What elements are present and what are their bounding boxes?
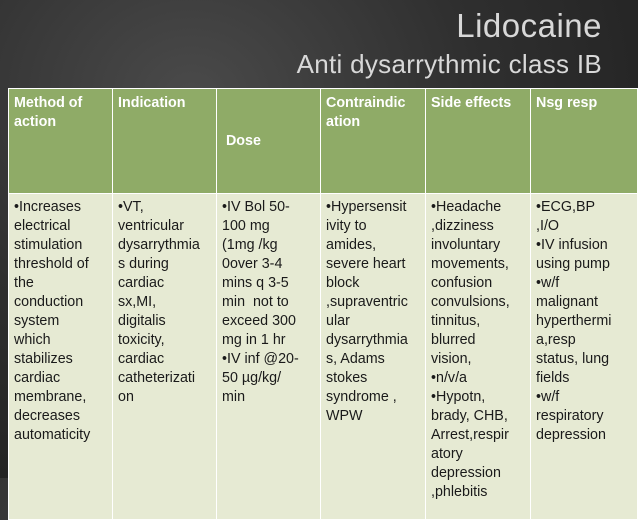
- cell-line: cardiac: [14, 370, 61, 386]
- cell-line: ,I/O: [536, 218, 560, 234]
- cell-line: •IV inf @20-: [222, 351, 299, 367]
- cell-line: brady, CHB,: [431, 408, 508, 424]
- slide-title: Lidocaine: [456, 7, 602, 44]
- cell-line: 0over 3-4: [222, 256, 283, 272]
- cell-line: malignant: [536, 294, 598, 310]
- cell-line: mg in 1 hr: [222, 332, 286, 348]
- header-contraindication: [321, 89, 426, 194]
- cell-line: using pump: [536, 256, 610, 272]
- header-line: Method of: [14, 95, 83, 111]
- cell-line: electrical: [14, 218, 71, 234]
- cell-line: ,phlebitis: [431, 484, 488, 500]
- cell-line: conduction: [14, 294, 84, 310]
- cell-line: cardiac: [118, 351, 165, 367]
- cell-line: 100 mg: [222, 218, 270, 234]
- cell-line: •n/v/a: [431, 370, 468, 386]
- cell-line: •Hypersensit: [326, 199, 407, 215]
- cell-line: decreases: [14, 408, 80, 424]
- header-method-of-action: [9, 89, 113, 194]
- cell-line: s during: [118, 256, 169, 272]
- header-line: Contraindic: [326, 95, 406, 111]
- cell-line: fields: [536, 370, 570, 386]
- cell-line: WPW: [326, 408, 363, 424]
- cell-line: a,resp: [536, 332, 576, 348]
- cell-line: involuntary: [431, 237, 501, 253]
- cell-line: min not to: [222, 294, 289, 310]
- cell-line: depression: [431, 465, 501, 481]
- cell-line: •ECG,BP: [536, 199, 596, 215]
- cell-line: vision,: [431, 351, 472, 367]
- cell-line: (1mg /kg: [222, 237, 278, 253]
- cell-line: toxicity,: [118, 332, 165, 348]
- cell-line: severe heart: [326, 256, 406, 272]
- cell-line: •IV infusion: [536, 237, 608, 253]
- cell-line: status, lung: [536, 351, 610, 367]
- cell-method-of-action: [9, 194, 113, 520]
- cell-contraindication: [321, 194, 426, 520]
- header-line: action: [14, 114, 57, 130]
- cell-line: ,dizziness: [431, 218, 494, 234]
- cell-line: membrane,: [14, 389, 87, 405]
- cell-line: which: [14, 332, 51, 348]
- cell-line: confusion: [431, 275, 493, 291]
- cell-line: hyperthermi: [536, 313, 612, 329]
- cell-line: blurred: [431, 332, 476, 348]
- header-side-effects: [426, 89, 531, 194]
- cell-line: exceed 300: [222, 313, 296, 329]
- cell-line: tinnitus,: [431, 313, 481, 329]
- cell-dose: [217, 194, 321, 520]
- cell-line: Arrest,respir: [431, 427, 509, 443]
- cell-line: amides,: [326, 237, 377, 253]
- cell-line: sx,MI,: [118, 294, 157, 310]
- cell-line: dysarrythmia: [326, 332, 408, 348]
- cell-line: •Headache: [431, 199, 502, 215]
- cell-line: system: [14, 313, 60, 329]
- cell-line: convulsions,: [431, 294, 510, 310]
- cell-line: catheterizati: [118, 370, 196, 386]
- cell-line: depression: [536, 427, 606, 443]
- header-line: Dose: [222, 133, 261, 149]
- cell-nsg-resp: [531, 194, 638, 520]
- cell-line: •Hypotn,: [431, 389, 486, 405]
- cell-side-effects: [426, 194, 531, 520]
- cell-line: on: [118, 389, 134, 405]
- table-header-row: [9, 89, 638, 194]
- cell-line: stabilizes: [14, 351, 73, 367]
- cell-line: 50 µg/kg/: [222, 370, 282, 386]
- drug-info-table-wrapper: [8, 88, 637, 520]
- cell-line: ,supraventric: [326, 294, 408, 310]
- cell-line: threshold of: [14, 256, 89, 272]
- slide-subtitle: Anti dysarrythmic class IB: [296, 49, 602, 79]
- cell-line: respiratory: [536, 408, 604, 424]
- cell-line: •Increases: [14, 199, 81, 215]
- cell-line: s, Adams: [326, 351, 385, 367]
- slide-title-block: [297, 6, 602, 80]
- header-line: Side effects: [431, 95, 512, 111]
- cell-line: automaticity: [14, 427, 91, 443]
- cell-line: block: [326, 275, 360, 291]
- cell-line: ventricular: [118, 218, 184, 234]
- cell-line: •w/f: [536, 389, 560, 405]
- cell-line: ular: [326, 313, 350, 329]
- cell-line: cardiac: [118, 275, 165, 291]
- cell-indication: [113, 194, 217, 520]
- cell-line: stokes: [326, 370, 368, 386]
- header-nsg-resp: [531, 89, 638, 194]
- header-line: Nsg resp: [536, 95, 598, 111]
- table-row: [9, 194, 638, 520]
- cell-line: atory: [431, 446, 463, 462]
- drug-info-table: [8, 88, 638, 520]
- header-indication: [113, 89, 217, 194]
- cell-line: dysarrythmia: [118, 237, 200, 253]
- cell-line: •w/f: [536, 275, 560, 291]
- header-line: ation: [326, 114, 361, 130]
- header-dose: [217, 89, 321, 194]
- cell-line: ivity to: [326, 218, 367, 234]
- cell-line: syndrome ,: [326, 389, 397, 405]
- cell-line: min: [222, 389, 246, 405]
- cell-line: stimulation: [14, 237, 83, 253]
- cell-line: the: [14, 275, 34, 291]
- cell-line: •VT,: [118, 199, 144, 215]
- cell-line: •IV Bol 50-: [222, 199, 290, 215]
- cell-line: movements,: [431, 256, 509, 272]
- header-line: Indication: [118, 95, 186, 111]
- cell-line: digitalis: [118, 313, 166, 329]
- cell-line: mins q 3-5: [222, 275, 289, 291]
